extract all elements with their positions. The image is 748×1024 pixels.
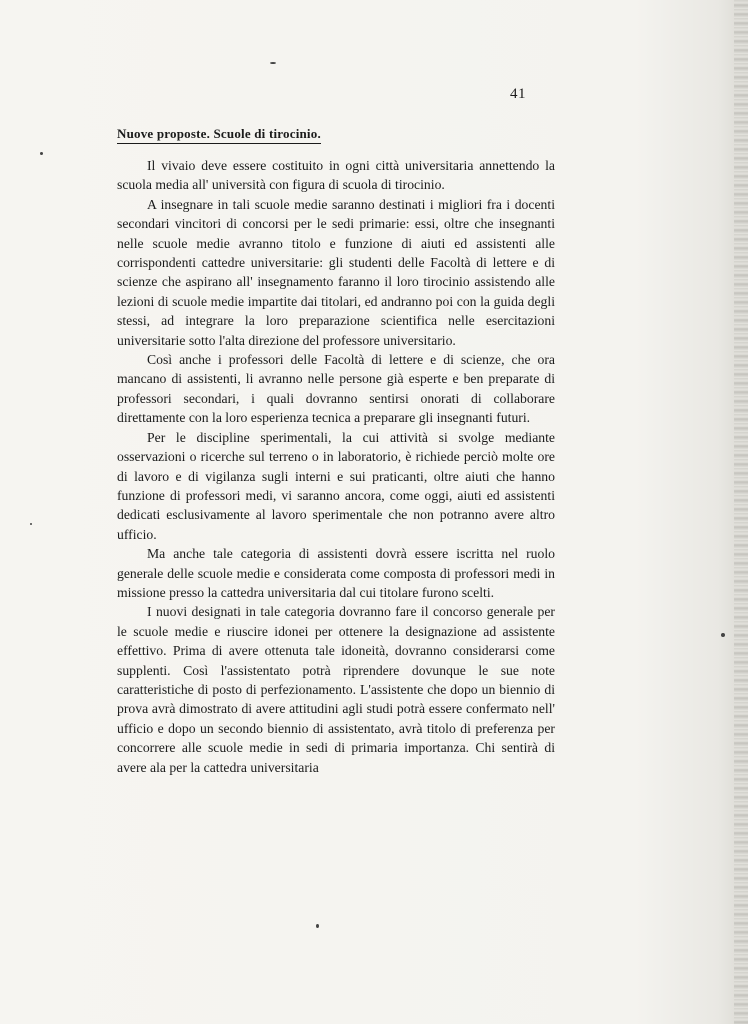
page-edge-shadow	[734, 0, 748, 1024]
page-number: 41	[510, 86, 526, 102]
body-text	[117, 156, 555, 777]
scan-speck	[270, 62, 276, 64]
paragraph: A insegnare in tali scuole medie saranno destinati i migliori fra i docenti secondari vincitori di concorsi per le sedi primarie: essi, oltre che insegnanti nelle scuole medie avranno titolo e funzione di aiuti ed assistenti alle corrispondenti cattedre universitarie: gli studenti delle Facoltà di lettere e di scienze che aspirano all' insegnamento faranno il loro tirocinio assistendo alle lezioni di scuole medie impartite dai titolari, ed andranno poi con la guida degli stessi, ad integrare la loro preparazione scientifica nelle esercitazioni universitarie sotto l'alta direzione del professore universitario.	[117, 196, 555, 348]
paragraph: I nuovi designati in tale categoria dovranno fare il concorso generale per le scuole medie e riuscire idonei per ottenere la designazione ad assistente effettivo. Prima di avere ottenuta tale idoneità, dovranno considerarsi come supplenti. Così l'assistentato potrà riprendere dovunque le sue note caratteristiche di posto di perfezionamento. L'assistente che dopo un biennio di prova avrà dimostrato di avere attitudini agli studi potrà essere confermato nell' ufficio e dopo un secondo biennio di assistentato, avrà titolo di preferenza per concorrere alle scuole medie in sedi di primaria importanza. Chi sentirà di avere ala per la cattedra universitaria	[117, 604, 555, 775]
scan-speck	[30, 523, 32, 525]
paragraph: Il vivaio deve essere costituito in ogni città universitaria annettendo la scuola media all' università con figura di scuola di tirocinio.	[117, 158, 555, 193]
paragraph: Così anche i professori delle Facoltà di lettere e di scienze, che ora mancano di assistenti, li avranno nelle persone già esperte e ben preparate di professori secondari, i quali dovranno sentirsi onorati di collaborare direttamente con la loro esperienza tecnica a preparare gli insegnanti futuri.	[117, 352, 555, 426]
scan-speck	[316, 924, 319, 928]
scan-speck	[40, 152, 43, 155]
section-heading: Nuove proposte. Scuole di tirocinio.	[117, 126, 321, 144]
scan-speck	[721, 633, 725, 637]
paragraph: Ma anche tale categoria di assistenti dovrà essere iscritta nel ruolo generale delle scuole medie e considerata come composta di professori medi in missione presso la cattedra universitaria dal cui titolare furono scelti.	[117, 546, 555, 600]
paragraph: Per le discipline sperimentali, la cui attività si svolge mediante osservazioni o ricerche sul terreno o in laboratorio, è richiede perciò molte ore di lavoro e di vigilanza sugli interni e sui praticanti, oltre aiuti che hanno funzione di professori medi, vi saranno ancora, come oggi, aiuti ed assistenti dedicati esclusivamente al lavoro sperimentale che non potranno avere altro ufficio.	[117, 429, 555, 542]
